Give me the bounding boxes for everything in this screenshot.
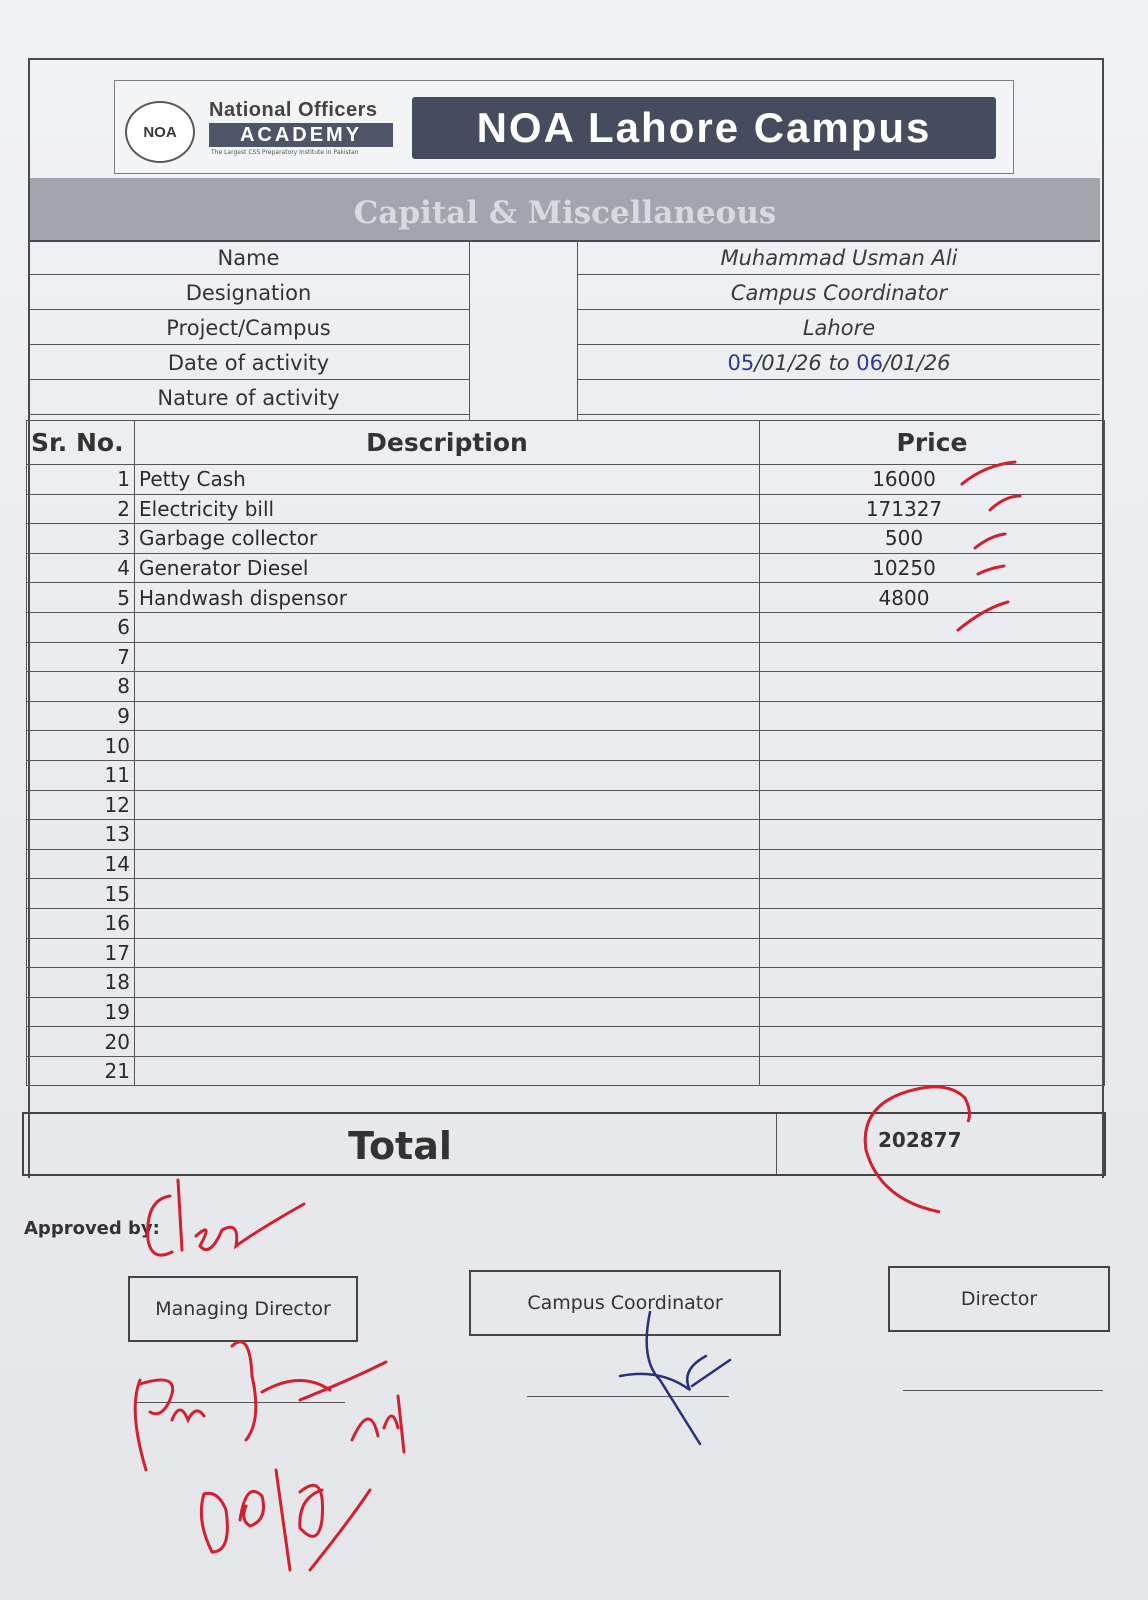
cell-sr: 15 [27,879,135,909]
logo-line1: National Officers [209,99,378,121]
cell-price [760,849,1105,879]
table-row [27,790,1105,820]
cell-price: 171327 [760,494,1105,524]
cell-price [760,938,1105,968]
managing-director-signature-line [135,1402,345,1403]
cell-description [135,908,760,938]
cell-description [135,731,760,761]
date-part: 06 [856,351,883,375]
date-part: /01/26 to [754,351,857,375]
table-row [27,879,1105,909]
cell-sr: 12 [27,790,135,820]
info-label: Designation [28,276,469,310]
info-label: Name [28,241,469,275]
table-row [27,997,1105,1027]
cell-sr: 19 [27,997,135,1027]
cell-sr: 21 [27,1056,135,1086]
cell-price [760,820,1105,850]
cell-description [135,938,760,968]
header-description: Description [135,421,760,465]
cell-price [760,879,1105,909]
cell-price [760,1027,1105,1057]
director-signature-line [903,1390,1103,1391]
table-row [27,938,1105,968]
cell-description [135,760,760,790]
info-value: Muhammad Usman Ali [578,241,1100,275]
logo-line2: ACADEMY [209,123,393,147]
cell-sr: 17 [27,938,135,968]
expense-table [26,420,1105,1086]
cell-price [760,968,1105,998]
table-row [27,908,1105,938]
info-value: Lahore [578,311,1100,345]
cell-price [760,790,1105,820]
cell-description [135,1027,760,1057]
total-label: Total [24,1114,777,1174]
table-row [27,465,1105,495]
cell-price [760,701,1105,731]
cell-description [135,997,760,1027]
cell-sr: 1 [27,465,135,495]
cell-description [135,968,760,998]
table-row [27,494,1105,524]
info-spacer-column [469,241,578,420]
cell-price: 10250 [760,553,1105,583]
cell-sr: 7 [27,642,135,672]
cell-sr: 2 [27,494,135,524]
info-value [578,381,1100,415]
cell-sr: 6 [27,612,135,642]
info-value [578,346,1100,380]
cell-price [760,612,1105,642]
director-box: Director [888,1266,1110,1332]
campus-coordinator-signature-line [527,1396,729,1397]
table-row [27,583,1105,613]
cell-price [760,642,1105,672]
table-row [27,731,1105,761]
table-row [27,1056,1105,1086]
header-sr-no: Sr. No. [27,421,135,465]
table-row [27,612,1105,642]
cell-description: Petty Cash [135,465,760,495]
table-row [27,849,1105,879]
table-row [27,553,1105,583]
table-row [27,701,1105,731]
cell-price [760,908,1105,938]
info-label: Project/Campus [28,311,469,345]
table-row [27,1027,1105,1057]
table-row [27,820,1105,850]
cell-price [760,760,1105,790]
cell-description [135,612,760,642]
info-label: Date of activity [28,346,469,380]
info-value: Campus Coordinator [578,276,1100,310]
cell-description [135,642,760,672]
cell-description [135,879,760,909]
info-label: Nature of activity [28,381,469,415]
logo-tagline: The Largest CSS Preparatory Institute in Pakistan [211,149,359,156]
form-title: Capital & Miscellaneous [30,178,1100,242]
cell-description [135,701,760,731]
cell-sr: 4 [27,553,135,583]
cell-description: Handwash dispensor [135,583,760,613]
cell-price: 4800 [760,583,1105,613]
table-row [27,672,1105,702]
cell-description [135,849,760,879]
cell-sr: 16 [27,908,135,938]
cell-sr: 11 [27,760,135,790]
cell-price: 16000 [760,465,1105,495]
cell-sr: 20 [27,1027,135,1057]
cell-description [135,672,760,702]
header-price: Price [760,421,1105,465]
campus-banner: NOA Lahore Campus [412,97,996,159]
cell-sr: 9 [27,701,135,731]
cell-description: Electricity bill [135,494,760,524]
cell-sr: 5 [27,583,135,613]
cell-sr: 13 [27,820,135,850]
academy-logo [125,95,395,161]
cell-description [135,1056,760,1086]
date-part: /01/26 [882,351,951,375]
table-body [27,465,1105,1086]
logo-seal-icon: NOA [125,101,195,163]
cell-price [760,997,1105,1027]
cell-price [760,672,1105,702]
cell-price [760,731,1105,761]
table-row [27,524,1105,554]
cell-description: Generator Diesel [135,553,760,583]
total-value: 202877 [878,1128,962,1152]
cell-price [760,1056,1105,1086]
approved-by-label: Approved by: [24,1218,160,1239]
table-row [27,760,1105,790]
total-row [22,1112,1106,1176]
cell-description [135,820,760,850]
table-row [27,968,1105,998]
cell-sr: 10 [27,731,135,761]
cell-description: Garbage collector [135,524,760,554]
campus-coordinator-box: Campus Coordinator [469,1270,781,1336]
cell-sr: 14 [27,849,135,879]
cell-description [135,790,760,820]
table-row [27,642,1105,672]
date-part: 05 [727,351,755,375]
cell-price: 500 [760,524,1105,554]
cell-sr: 18 [27,968,135,998]
managing-director-box: Managing Director [128,1276,358,1342]
cell-sr: 3 [27,524,135,554]
cell-sr: 8 [27,672,135,702]
table-header-row [27,421,1105,465]
